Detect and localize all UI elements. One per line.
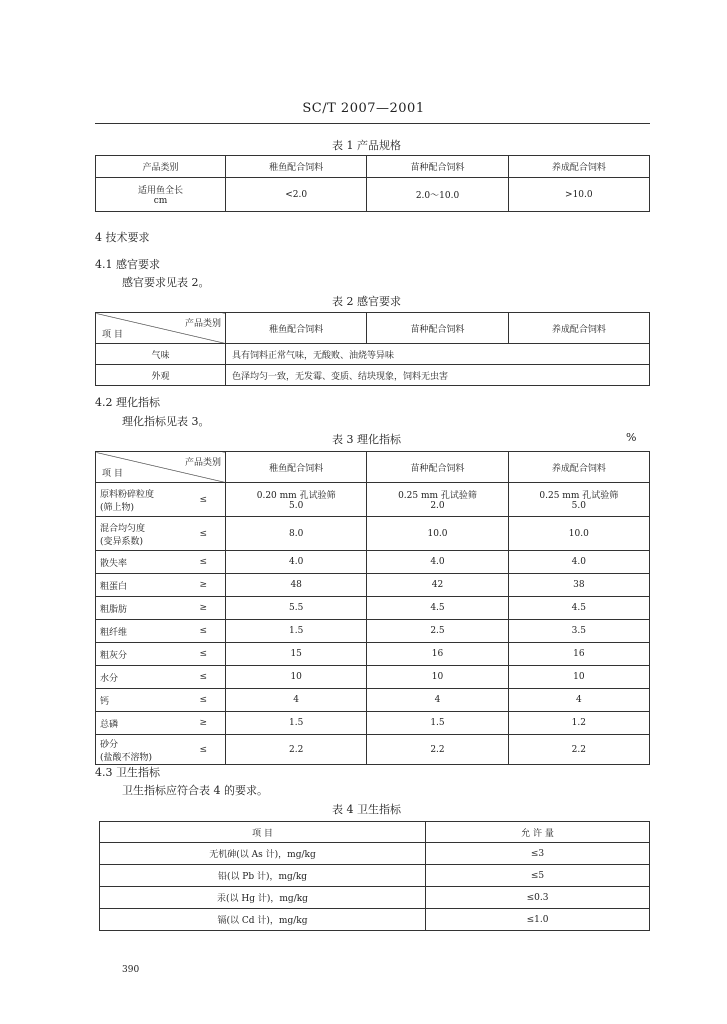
table3-value: 38 <box>508 574 649 597</box>
table2-header-cell: 养成配合饲料 <box>508 313 649 344</box>
table3-caption: 表 3 理化指标 <box>332 433 401 446</box>
table3-row <box>96 735 650 765</box>
table3-row <box>96 517 650 551</box>
table3-row-label <box>96 574 226 597</box>
table3-value: 15 <box>226 643 367 666</box>
table3-value: 8.0 <box>226 517 367 551</box>
table3-label-text: 砂分 <box>100 739 119 750</box>
table3-value <box>367 483 508 517</box>
table4-item: 镉(以 Cd 计)，mg/kg <box>100 909 426 931</box>
table3 <box>95 451 650 765</box>
table3-row <box>96 597 650 620</box>
table3-sieve-note: 0.25 mm 孔试验筛 <box>398 491 477 501</box>
table3-operator: ≤ <box>199 528 207 539</box>
table4-header-cell: 允 许 量 <box>426 822 650 843</box>
table3-value <box>226 483 367 517</box>
table3-sieve-note: 0.25 mm 孔试验筛 <box>539 491 619 501</box>
table3-operator: ≤ <box>199 557 207 567</box>
table3-value-text: 5.0 <box>571 501 586 511</box>
table3-row <box>96 689 650 712</box>
table3-value: 4.5 <box>367 597 508 620</box>
table3-diag-top: 产品类别 <box>184 458 221 468</box>
table3-label-sub: (变异系数) <box>100 536 144 547</box>
table3-header-row <box>96 452 650 483</box>
table3-value: 4 <box>367 689 508 712</box>
section-4-2-title: 4.2 理化指标 <box>95 396 160 409</box>
table3-row-label <box>96 735 226 765</box>
table3-row-label <box>96 712 226 735</box>
table3-header-cell: 稚鱼配合饲料 <box>226 452 367 483</box>
table2-row <box>96 344 650 365</box>
table3-operator: ≤ <box>199 649 207 659</box>
table3-row-label <box>96 551 226 574</box>
table1-header-cell: 养成配合饲料 <box>508 156 649 178</box>
table3-value: 10.0 <box>367 517 508 551</box>
table3-operator: ≥ <box>199 603 207 613</box>
table2-row-value: 色泽均匀一致，无发霉、变质、结块现象，饲料无虫害 <box>226 365 650 386</box>
table2-diag-top: 产品类别 <box>184 319 221 329</box>
table4-caption: 表 4 卫生指标 <box>332 803 401 816</box>
table3-value: 10 <box>367 666 508 689</box>
table4 <box>99 821 650 931</box>
table3-value: 4.0 <box>226 551 367 574</box>
table3-operator: ≤ <box>199 695 207 705</box>
table2-row-value: 具有饲料正常气味，无酸败、油烧等异味 <box>226 344 650 365</box>
table3-value: 3.5 <box>508 620 649 643</box>
table1-value: >10.0 <box>508 178 649 212</box>
table1-row <box>96 178 650 212</box>
table3-value: 10 <box>508 666 649 689</box>
table2-row <box>96 365 650 386</box>
table1-header-cell: 稚鱼配合饲料 <box>226 156 367 178</box>
page-number: 390 <box>122 965 140 975</box>
table4-limit: ≤5 <box>426 865 650 887</box>
table3-diagonal-header <box>96 452 226 483</box>
table3-label-sub: (筛上物) <box>100 502 135 513</box>
table3-label-text: 钙 <box>100 696 110 707</box>
table4-row <box>100 887 650 909</box>
section-4-3-title: 4.3 卫生指标 <box>95 766 160 779</box>
table4-row <box>100 843 650 865</box>
table2-header-row <box>96 313 650 344</box>
table1-value: 2.0～10.0 <box>367 178 508 212</box>
table2 <box>95 312 650 386</box>
table3-operator: ≥ <box>199 580 207 590</box>
table3-label-text: 水分 <box>100 673 119 684</box>
table4-row <box>100 865 650 887</box>
table4-header-cell: 项 目 <box>100 822 426 843</box>
table3-value: 4 <box>226 689 367 712</box>
table3-diag-bottom: 项 目 <box>102 469 123 479</box>
table3-row <box>96 483 650 517</box>
table3-row <box>96 712 650 735</box>
table3-label-text: 原料粉碎粒度 <box>100 489 155 500</box>
table3-label-text: 粗纤维 <box>100 627 128 638</box>
table3-value: 2.2 <box>508 735 649 765</box>
table4-header-row <box>100 822 650 843</box>
table3-value: 1.5 <box>226 620 367 643</box>
table3-operator: ≥ <box>199 718 207 728</box>
table3-label-sub: (盐酸不溶物) <box>100 752 153 763</box>
table4-item: 铅(以 Pb 计)，mg/kg <box>100 865 426 887</box>
table1-header-row <box>96 156 650 178</box>
table3-value: 1.5 <box>226 712 367 735</box>
table3-label-text: 总磷 <box>100 719 119 730</box>
table1-row-label <box>96 178 226 212</box>
table3-value <box>508 483 649 517</box>
table2-diagonal-header <box>96 313 226 344</box>
table4-row <box>100 909 650 931</box>
table4-item: 汞(以 Hg 计)，mg/kg <box>100 887 426 909</box>
table3-row-label <box>96 689 226 712</box>
table4-limit: ≤0.3 <box>426 887 650 909</box>
table2-row-label: 外观 <box>96 365 226 386</box>
table3-value: 10.0 <box>508 517 649 551</box>
section-4-title: 4 技术要求 <box>95 231 150 244</box>
table3-unit: % <box>626 431 637 444</box>
table3-row-label <box>96 483 226 517</box>
table2-caption: 表 2 感官要求 <box>332 295 401 308</box>
table3-row <box>96 620 650 643</box>
table1 <box>95 155 650 212</box>
table3-row-label <box>96 643 226 666</box>
table1-value: <2.0 <box>226 178 367 212</box>
table3-label-text: 散失率 <box>100 558 128 569</box>
table3-header-cell: 苗种配合饲料 <box>367 452 508 483</box>
table3-row <box>96 666 650 689</box>
table3-value: 4.0 <box>367 551 508 574</box>
table3-header-cell: 养成配合饲料 <box>508 452 649 483</box>
table3-value: 42 <box>367 574 508 597</box>
table3-row-label <box>96 597 226 620</box>
table3-value: 16 <box>508 643 649 666</box>
table3-label-text: 粗脂肪 <box>100 604 128 615</box>
section-4-1-text: 感官要求见表 2。 <box>122 276 210 289</box>
table3-operator: ≤ <box>199 494 207 505</box>
table3-value: 48 <box>226 574 367 597</box>
section-4-3-text: 卫生指标应符合表 4 的要求。 <box>122 784 268 797</box>
table3-value: 1.5 <box>367 712 508 735</box>
table3-row <box>96 643 650 666</box>
table1-header-cell: 苗种配合饲料 <box>367 156 508 178</box>
table3-value: 5.5 <box>226 597 367 620</box>
table3-label-text: 混合均匀度 <box>100 523 146 534</box>
table3-value: 2.5 <box>367 620 508 643</box>
table3-label-text: 粗灰分 <box>100 650 128 661</box>
table3-row-label <box>96 517 226 551</box>
table4-limit: ≤1.0 <box>426 909 650 931</box>
table1-header-cell: 产品类别 <box>96 156 226 178</box>
table3-value-text: 2.0 <box>430 501 445 511</box>
table3-row-label <box>96 666 226 689</box>
table3-operator: ≤ <box>199 672 207 682</box>
table3-value: 1.2 <box>508 712 649 735</box>
section-4-2-text: 理化指标见表 3。 <box>122 415 210 428</box>
table1-row-label-line1: 适用鱼全长 <box>137 186 183 196</box>
table2-row-label: 气味 <box>96 344 226 365</box>
table3-value: 16 <box>367 643 508 666</box>
header-rule <box>95 123 650 124</box>
table3-operator: ≤ <box>199 626 207 636</box>
table3-value: 4.0 <box>508 551 649 574</box>
table3-label-text: 粗蛋白 <box>100 581 128 592</box>
table1-caption: 表 1 产品规格 <box>332 139 401 152</box>
table1-row-label-line2: cm <box>153 196 168 206</box>
table3-row <box>96 551 650 574</box>
table4-limit: ≤3 <box>426 843 650 865</box>
section-4-1-title: 4.1 感官要求 <box>95 258 160 271</box>
table2-header-cell: 苗种配合饲料 <box>367 313 508 344</box>
table3-row-label <box>96 620 226 643</box>
table2-diag-bottom: 项 目 <box>102 330 123 340</box>
table2-header-cell: 稚鱼配合饲料 <box>226 313 367 344</box>
table3-value: 2.2 <box>367 735 508 765</box>
table3-value: 4 <box>508 689 649 712</box>
table3-row <box>96 574 650 597</box>
table3-value: 10 <box>226 666 367 689</box>
table3-value: 2.2 <box>226 735 367 765</box>
table3-value-text: 5.0 <box>289 501 304 511</box>
table3-sieve-note: 0.20 mm 孔试验筛 <box>256 491 336 501</box>
table3-operator: ≤ <box>199 744 207 755</box>
standard-code-header: SC/T 2007—2001 <box>302 101 425 116</box>
table4-item: 无机砷(以 As 计)，mg/kg <box>100 843 426 865</box>
table3-value: 4.5 <box>508 597 649 620</box>
